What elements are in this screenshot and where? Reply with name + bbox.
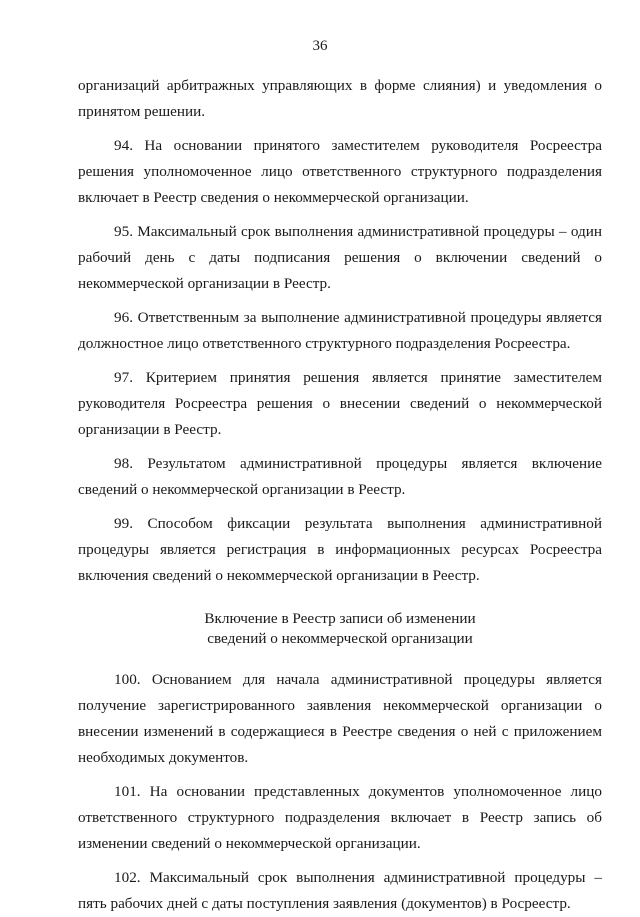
paragraph-95: 95. Максимальный срок выполнения административной процедуры – один рабочий день с даты подписания решения о включении сведений о некоммерческой организации в Реестр.	[78, 223, 602, 292]
section-heading-line-1: Включение в Реестр записи об изменении	[204, 610, 476, 627]
section-heading	[78, 609, 602, 649]
paragraph-96: 96. Ответственным за выполнение административной процедуры является должностное лицо ответственного структурного подразделения Росреестра.	[78, 309, 602, 352]
paragraph-98: 98. Результатом административной процедуры является включение сведений о некоммерческой организации в Реестр.	[78, 455, 602, 498]
section-heading-line-2: сведений о некоммерческой организации	[207, 630, 473, 647]
paragraph-94: 94. На основании принятого заместителем руководителя Росреестра решения уполномоченное лицо ответственного структурного подразделения включает в Реестр сведения о некоммерческой организации.	[78, 137, 602, 206]
paragraph-101: 101. На основании представленных документов уполномоченное лицо ответственного структурного подразделения включает в Реестр запись об изменении сведений о некоммерческой организации.	[78, 783, 602, 852]
paragraph-99: 99. Способом фиксации результата выполнения административной процедуры является регистрация в информационных ресурсах Росреестра включения сведений о некоммерческой организации в Реестр.	[78, 515, 602, 584]
paragraph-continuation: организаций арбитражных управляющих в форме слияния) и уведомления о принятом решении.	[78, 77, 602, 120]
paragraph-97: 97. Критерием принятия решения является принятие заместителем руководителя Росреестра решения о внесении сведений о некоммерческой организации в Реестр.	[78, 369, 602, 438]
paragraph-100: 100. Основанием для начала административной процедуры является получение зарегистрированного заявления некоммерческой организации о внесении изменений в содержащиеся в Реестре сведения о ней с приложением необходимых документов.	[78, 671, 602, 766]
page-number: 36	[312, 38, 328, 54]
paragraph-102: 102. Максимальный срок выполнения административной процедуры – пять рабочих дней с даты поступления заявления (документов) в Росреестр.	[78, 869, 602, 912]
